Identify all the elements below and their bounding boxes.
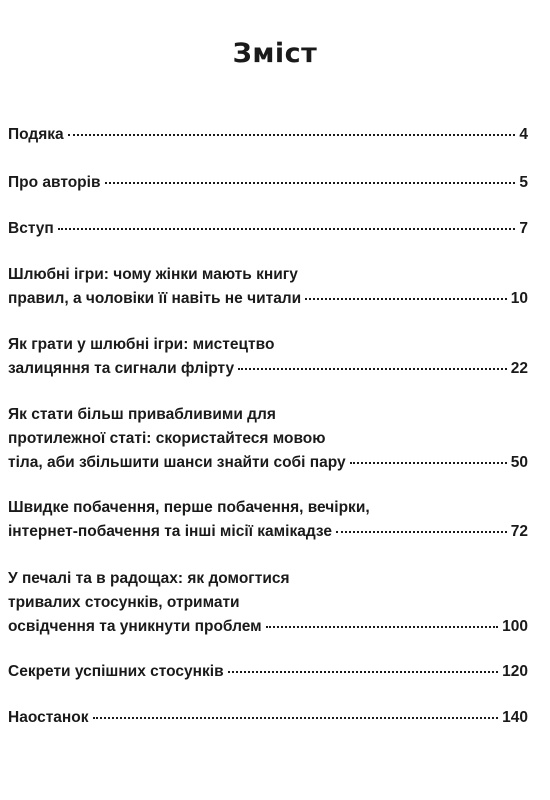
toc-entry-page: 5 xyxy=(519,174,528,191)
toc-entry-title: тіла, аби збільшити шанси знайти собі пару xyxy=(8,454,346,471)
dot-leader xyxy=(58,228,516,230)
toc-entry-page: 10 xyxy=(510,290,528,307)
dot-leader xyxy=(68,134,516,136)
toc-entry-title: тривалих стосунків, отримати xyxy=(8,594,240,611)
toc-entry-page: 50 xyxy=(510,454,528,471)
toc-entry-title: Вступ xyxy=(8,220,54,237)
toc-entry-title: Про авторів xyxy=(8,174,101,191)
dot-leader xyxy=(93,717,499,719)
dot-leader xyxy=(266,626,498,628)
toc-entry-title: протилежної статі: скористайтеся мовою xyxy=(8,430,326,447)
dot-leader xyxy=(228,671,499,673)
toc-entry xyxy=(8,567,528,639)
toc-entry-page: 7 xyxy=(519,220,528,237)
toc-entry-title: інтернет-побачення та інші місії камікадзе xyxy=(8,523,332,540)
toc-entry-page: 72 xyxy=(510,523,528,540)
dot-leader xyxy=(350,462,507,464)
toc-entry xyxy=(8,123,528,147)
toc-entry-page: 100 xyxy=(502,618,528,635)
toc-entry xyxy=(8,217,528,241)
toc-entry xyxy=(8,263,528,311)
toc-entry-title: освідчення та уникнути проблем xyxy=(8,618,262,635)
toc-entry-page: 120 xyxy=(502,663,528,680)
toc-entry xyxy=(8,333,528,381)
toc-entry xyxy=(8,403,528,475)
page-title: Зміст xyxy=(232,38,318,69)
toc-entry-page: 4 xyxy=(519,126,528,143)
dot-leader xyxy=(238,368,507,370)
toc-entry-page: 140 xyxy=(502,709,528,726)
toc-entry-title: У печалі та в радощах: як домогтися xyxy=(8,570,290,587)
toc-entry-title: правил, а чоловіки її навіть не читали xyxy=(8,290,302,307)
toc-entry xyxy=(8,171,528,195)
toc-entry xyxy=(8,660,528,684)
toc-entry xyxy=(8,706,528,730)
dot-leader xyxy=(336,531,507,533)
dot-leader xyxy=(105,182,516,184)
toc-entry-title: Як стати більш привабливими для xyxy=(8,406,276,423)
toc-entry-title: Секрети успішних стосунків xyxy=(8,663,224,680)
toc-entry-title: залицяння та сигнали флірту xyxy=(8,360,235,377)
toc-entry-title: Швидке побачення, перше побачення, вечірки, xyxy=(8,499,370,516)
toc-entry-title: Наостанок xyxy=(8,709,89,726)
toc-entry-title: Подяка xyxy=(8,126,64,143)
toc-entry-title: Шлюбні ігри: чому жінки мають книгу xyxy=(8,266,298,283)
toc-entry-title: Як грати у шлюбні ігри: мистецтво xyxy=(8,336,275,353)
dot-leader xyxy=(305,298,507,300)
toc-entry xyxy=(8,496,528,544)
toc-entry-page: 22 xyxy=(510,360,528,377)
